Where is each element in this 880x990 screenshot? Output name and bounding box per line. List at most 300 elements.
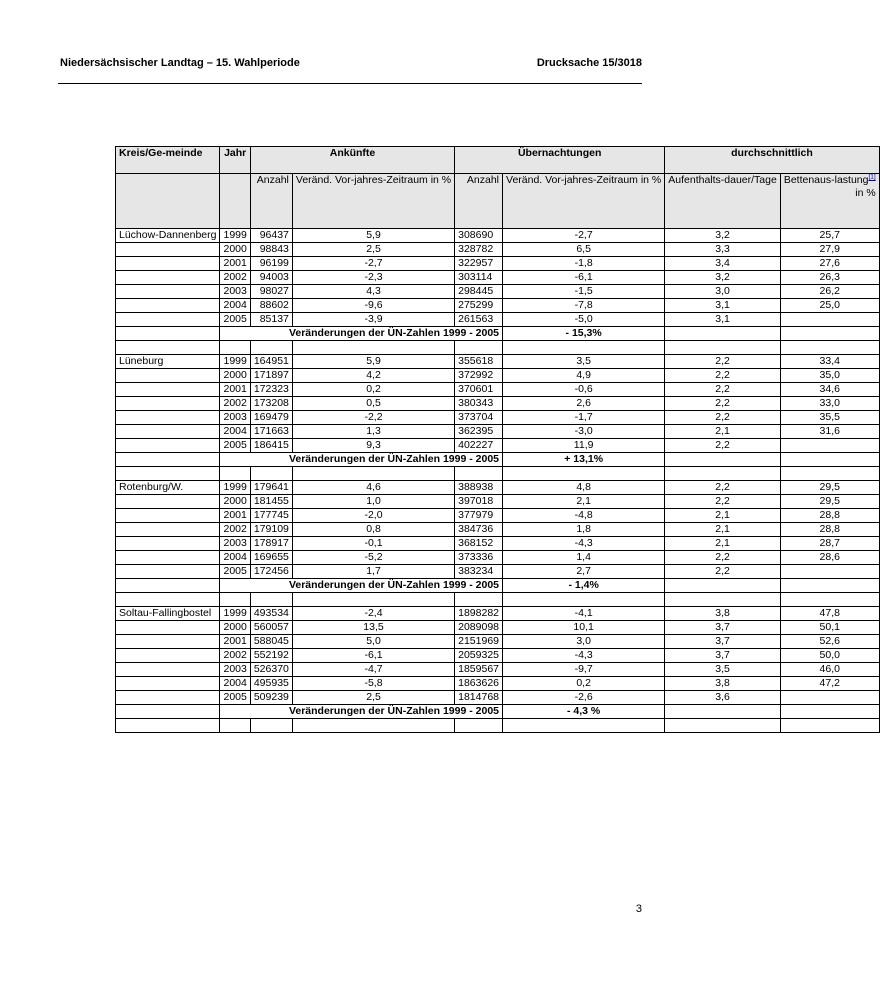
cell-year: 2002	[220, 649, 250, 663]
empty-cell	[780, 593, 879, 607]
cell-uebernachtungen-veraenderung: -7,8	[503, 299, 665, 313]
cell-ankuenfte-anzahl: 186415	[250, 439, 292, 453]
table-row	[116, 397, 880, 411]
cell-bettenauslastung	[780, 691, 879, 705]
cell-region-empty	[116, 411, 220, 425]
table-row	[116, 523, 880, 537]
empty-cell	[503, 341, 665, 355]
empty-cell	[665, 467, 781, 481]
empty-cell	[780, 705, 879, 719]
empty-cell	[665, 705, 781, 719]
cell-bettenauslastung: 47,2	[780, 677, 879, 691]
empty-cell	[250, 719, 292, 733]
subheader-veraend-uebernachtungen: Veränd. Vor-jahres-Zeitraum in %	[503, 174, 665, 229]
table-row	[116, 355, 880, 369]
cell-uebernachtungen-veraenderung: 2,1	[503, 495, 665, 509]
cell-uebernachtungen-veraenderung: 4,8	[503, 481, 665, 495]
cell-aufenthaltsdauer: 3,0	[665, 285, 781, 299]
table-row	[116, 649, 880, 663]
cell-aufenthaltsdauer: 3,7	[665, 649, 781, 663]
cell-uebernachtungen-veraenderung: -0,6	[503, 383, 665, 397]
cell-uebernachtungen-anzahl: 298445	[455, 285, 503, 299]
cell-ankuenfte-veraenderung: 9,3	[292, 439, 454, 453]
cell-region-empty	[116, 439, 220, 453]
empty-cell	[780, 341, 879, 355]
cell-aufenthaltsdauer: 2,2	[665, 551, 781, 565]
empty-cell	[503, 719, 665, 733]
cell-ankuenfte-veraenderung: 4,3	[292, 285, 454, 299]
cell-ankuenfte-veraenderung: 1,0	[292, 495, 454, 509]
cell-bettenauslastung: 34,6	[780, 383, 879, 397]
cell-ankuenfte-veraenderung: -2,4	[292, 607, 454, 621]
header-uebernachtungen: Übernachtungen	[455, 147, 665, 174]
cell-bettenauslastung	[780, 439, 879, 453]
cell-aufenthaltsdauer: 3,2	[665, 229, 781, 243]
cell-year: 1999	[220, 607, 250, 621]
cell-ankuenfte-anzahl: 178917	[250, 537, 292, 551]
cell-ankuenfte-anzahl: 94003	[250, 271, 292, 285]
cell-uebernachtungen-veraenderung: -1,8	[503, 257, 665, 271]
header-kreis: Kreis/Ge-meinde	[116, 147, 220, 174]
cell-ankuenfte-veraenderung: -9,6	[292, 299, 454, 313]
cell-bettenauslastung: 33,4	[780, 355, 879, 369]
cell-ankuenfte-anzahl: 85137	[250, 313, 292, 327]
cell-uebernachtungen-veraenderung: 2,7	[503, 565, 665, 579]
cell-region-empty	[116, 523, 220, 537]
cell-bettenauslastung: 35,5	[780, 411, 879, 425]
cell-region-empty	[116, 635, 220, 649]
cell-ankuenfte-anzahl: 169479	[250, 411, 292, 425]
cell-region-empty	[116, 649, 220, 663]
cell-uebernachtungen-veraenderung: -4,3	[503, 649, 665, 663]
table-subheader-row	[116, 174, 880, 229]
empty-cell	[665, 453, 781, 467]
cell-ankuenfte-veraenderung: -2,2	[292, 411, 454, 425]
cell-ankuenfte-veraenderung: 5,9	[292, 229, 454, 243]
cell-region-empty	[116, 425, 220, 439]
cell-region-empty	[116, 383, 220, 397]
table-row	[116, 425, 880, 439]
table-row	[116, 509, 880, 523]
cell-bettenauslastung: 35,0	[780, 369, 879, 383]
empty-cell	[665, 579, 781, 593]
cell-year: 2002	[220, 523, 250, 537]
cell-ankuenfte-veraenderung: 0,8	[292, 523, 454, 537]
cell-uebernachtungen-veraenderung: -2,6	[503, 691, 665, 705]
cell-region-empty	[116, 313, 220, 327]
cell-aufenthaltsdauer: 2,2	[665, 369, 781, 383]
cell-region-empty	[116, 243, 220, 257]
cell-aufenthaltsdauer: 3,2	[665, 271, 781, 285]
cell-region-empty	[116, 495, 220, 509]
cell-bettenauslastung: 46,0	[780, 663, 879, 677]
cell-region-empty	[116, 537, 220, 551]
cell-uebernachtungen-anzahl: 2089098	[455, 621, 503, 635]
cell-ankuenfte-anzahl: 173208	[250, 397, 292, 411]
table-row	[116, 229, 880, 243]
cell-year: 2004	[220, 425, 250, 439]
cell-uebernachtungen-veraenderung: -9,7	[503, 663, 665, 677]
table-row	[116, 257, 880, 271]
cell-bettenauslastung: 50,0	[780, 649, 879, 663]
spacer-row	[116, 467, 880, 481]
empty-cell	[780, 719, 879, 733]
document-header-title: Niedersächsischer Landtag – 15. Wahlperiode	[60, 57, 300, 69]
empty-cell	[455, 719, 503, 733]
empty-cell	[250, 467, 292, 481]
empty-cell	[116, 453, 220, 467]
cell-region-empty	[116, 551, 220, 565]
cell-uebernachtungen-anzahl: 1863626	[455, 677, 503, 691]
cell-region-empty	[116, 257, 220, 271]
footnote-ref-link[interactable]: [1]	[868, 173, 876, 181]
header-ankuenfte: Ankünfte	[250, 147, 454, 174]
cell-aufenthaltsdauer: 3,5	[665, 663, 781, 677]
table-row	[116, 369, 880, 383]
cell-year: 2005	[220, 439, 250, 453]
empty-cell	[116, 327, 220, 341]
subheader-aufenthaltsdauer: Aufenthalts-dauer/Tage	[665, 174, 781, 229]
cell-uebernachtungen-veraenderung: -4,1	[503, 607, 665, 621]
empty-cell	[116, 579, 220, 593]
cell-year: 1999	[220, 355, 250, 369]
cell-ankuenfte-anzahl: 172456	[250, 565, 292, 579]
cell-aufenthaltsdauer: 3,3	[665, 243, 781, 257]
cell-bettenauslastung: 27,6	[780, 257, 879, 271]
cell-year: 2005	[220, 691, 250, 705]
document-number: Drucksache 15/3018	[536, 57, 642, 69]
table-row	[116, 691, 880, 705]
cell-uebernachtungen-veraenderung: 3,0	[503, 635, 665, 649]
empty-cell	[665, 719, 781, 733]
cell-ankuenfte-anzahl: 164951	[250, 355, 292, 369]
header-divider	[58, 83, 642, 84]
cell-uebernachtungen-anzahl: 384736	[455, 523, 503, 537]
cell-ankuenfte-veraenderung: -0,1	[292, 537, 454, 551]
cell-aufenthaltsdauer: 2,2	[665, 565, 781, 579]
tourism-statistics-table	[115, 146, 880, 733]
cell-uebernachtungen-veraenderung: -2,7	[503, 229, 665, 243]
cell-aufenthaltsdauer: 3,7	[665, 621, 781, 635]
cell-region-name: Soltau-Fallingbostel	[116, 607, 220, 621]
table-row	[116, 383, 880, 397]
cell-ankuenfte-anzahl: 96199	[250, 257, 292, 271]
cell-uebernachtungen-anzahl: 322957	[455, 257, 503, 271]
cell-ankuenfte-veraenderung: -2,3	[292, 271, 454, 285]
cell-uebernachtungen-anzahl: 397018	[455, 495, 503, 509]
cell-bettenauslastung: 26,2	[780, 285, 879, 299]
cell-ankuenfte-veraenderung: 1,3	[292, 425, 454, 439]
table-row	[116, 299, 880, 313]
cell-ankuenfte-anzahl: 171897	[250, 369, 292, 383]
cell-year: 2001	[220, 509, 250, 523]
cell-aufenthaltsdauer: 3,8	[665, 677, 781, 691]
cell-aufenthaltsdauer: 2,2	[665, 495, 781, 509]
cell-year: 2005	[220, 313, 250, 327]
empty-cell	[116, 593, 220, 607]
cell-uebernachtungen-anzahl: 373704	[455, 411, 503, 425]
cell-year: 2001	[220, 383, 250, 397]
cell-bettenauslastung: 50,1	[780, 621, 879, 635]
cell-year: 2001	[220, 257, 250, 271]
empty-cell	[116, 341, 220, 355]
cell-uebernachtungen-veraenderung: -4,3	[503, 537, 665, 551]
table-row	[116, 271, 880, 285]
empty-cell	[665, 327, 781, 341]
cell-uebernachtungen-veraenderung: 0,2	[503, 677, 665, 691]
cell-ankuenfte-anzahl: 172323	[250, 383, 292, 397]
cell-bettenauslastung: 25,0	[780, 299, 879, 313]
subheader-anzahl-ankuenfte: Anzahl	[250, 174, 292, 229]
cell-ankuenfte-anzahl: 96437	[250, 229, 292, 243]
cell-ankuenfte-anzahl: 179641	[250, 481, 292, 495]
cell-ankuenfte-anzahl: 509239	[250, 691, 292, 705]
cell-bettenauslastung: 27,9	[780, 243, 879, 257]
cell-uebernachtungen-veraenderung: 1,8	[503, 523, 665, 537]
cell-ankuenfte-anzahl: 98027	[250, 285, 292, 299]
cell-bettenauslastung: 29,5	[780, 495, 879, 509]
cell-ankuenfte-anzahl: 169655	[250, 551, 292, 565]
cell-uebernachtungen-anzahl: 1898282	[455, 607, 503, 621]
empty-cell	[116, 719, 220, 733]
cell-aufenthaltsdauer: 2,1	[665, 537, 781, 551]
empty-cell	[116, 467, 220, 481]
cell-bettenauslastung	[780, 313, 879, 327]
empty-cell	[116, 705, 220, 719]
empty-cell	[220, 719, 250, 733]
cell-uebernachtungen-anzahl: 275299	[455, 299, 503, 313]
cell-ankuenfte-anzahl: 560057	[250, 621, 292, 635]
cell-region-empty	[116, 397, 220, 411]
cell-aufenthaltsdauer: 3,1	[665, 313, 781, 327]
subheader-bettenauslastung	[780, 174, 879, 229]
cell-ankuenfte-veraenderung: -2,0	[292, 509, 454, 523]
cell-ankuenfte-anzahl: 495935	[250, 677, 292, 691]
cell-uebernachtungen-veraenderung: -4,8	[503, 509, 665, 523]
cell-year: 2002	[220, 397, 250, 411]
cell-bettenauslastung: 31,6	[780, 425, 879, 439]
summary-label: Veränderungen der ÜN-Zahlen 1999 - 2005	[220, 705, 503, 719]
cell-uebernachtungen-veraenderung: 3,5	[503, 355, 665, 369]
subheader-veraend-ankuenfte: Veränd. Vor-jahres-Zeitraum in %	[292, 174, 454, 229]
cell-uebernachtungen-veraenderung: -3,0	[503, 425, 665, 439]
cell-uebernachtungen-anzahl: 261563	[455, 313, 503, 327]
cell-bettenauslastung: 33,0	[780, 397, 879, 411]
cell-year: 2003	[220, 285, 250, 299]
cell-ankuenfte-anzahl: 171663	[250, 425, 292, 439]
empty-cell	[503, 593, 665, 607]
cell-region-name: Rotenburg/W.	[116, 481, 220, 495]
empty-cell	[292, 593, 454, 607]
cell-region-empty	[116, 691, 220, 705]
header-durchschnittlich: durchschnittlich	[665, 147, 879, 174]
cell-bettenauslastung: 28,8	[780, 523, 879, 537]
empty-cell	[665, 341, 781, 355]
cell-uebernachtungen-anzahl: 388938	[455, 481, 503, 495]
cell-bettenauslastung: 28,7	[780, 537, 879, 551]
table-row	[116, 635, 880, 649]
cell-aufenthaltsdauer: 2,2	[665, 355, 781, 369]
empty-cell	[220, 341, 250, 355]
cell-ankuenfte-veraenderung: 5,9	[292, 355, 454, 369]
cell-uebernachtungen-veraenderung: 6,5	[503, 243, 665, 257]
empty-cell	[780, 467, 879, 481]
cell-region-name: Lüneburg	[116, 355, 220, 369]
cell-uebernachtungen-veraenderung: -1,7	[503, 411, 665, 425]
table-header-row	[116, 147, 880, 174]
cell-uebernachtungen-anzahl: 1859567	[455, 663, 503, 677]
cell-uebernachtungen-veraenderung: -6,1	[503, 271, 665, 285]
table-row	[116, 565, 880, 579]
cell-uebernachtungen-anzahl: 1814768	[455, 691, 503, 705]
cell-uebernachtungen-veraenderung: 10,1	[503, 621, 665, 635]
cell-year: 2004	[220, 551, 250, 565]
cell-ankuenfte-anzahl: 588045	[250, 635, 292, 649]
spacer-row	[116, 341, 880, 355]
cell-region-empty	[116, 299, 220, 313]
cell-year: 2003	[220, 663, 250, 677]
empty-cell	[292, 341, 454, 355]
table-row	[116, 313, 880, 327]
cell-year: 1999	[220, 229, 250, 243]
cell-aufenthaltsdauer: 2,1	[665, 425, 781, 439]
cell-year: 2001	[220, 635, 250, 649]
cell-uebernachtungen-anzahl: 355618	[455, 355, 503, 369]
cell-ankuenfte-veraenderung: 5,0	[292, 635, 454, 649]
cell-uebernachtungen-anzahl: 373336	[455, 551, 503, 565]
cell-uebernachtungen-anzahl: 377979	[455, 509, 503, 523]
empty-cell	[250, 341, 292, 355]
summary-row	[116, 579, 880, 593]
table-row	[116, 481, 880, 495]
table-row	[116, 243, 880, 257]
cell-bettenauslastung: 28,6	[780, 551, 879, 565]
empty-cell	[665, 593, 781, 607]
cell-uebernachtungen-anzahl: 370601	[455, 383, 503, 397]
cell-ankuenfte-anzahl: 88602	[250, 299, 292, 313]
empty-cell	[780, 327, 879, 341]
cell-aufenthaltsdauer: 2,2	[665, 383, 781, 397]
cell-uebernachtungen-anzahl: 380343	[455, 397, 503, 411]
summary-row	[116, 327, 880, 341]
empty-cell	[503, 467, 665, 481]
table-row	[116, 621, 880, 635]
cell-bettenauslastung: 29,5	[780, 481, 879, 495]
cell-uebernachtungen-anzahl: 303114	[455, 271, 503, 285]
cell-region-empty	[116, 285, 220, 299]
table-row	[116, 537, 880, 551]
cell-ankuenfte-anzahl: 98843	[250, 243, 292, 257]
cell-ankuenfte-anzahl: 179109	[250, 523, 292, 537]
table-row	[116, 495, 880, 509]
cell-ankuenfte-veraenderung: 13,5	[292, 621, 454, 635]
cell-uebernachtungen-anzahl: 308690	[455, 229, 503, 243]
cell-uebernachtungen-veraenderung: 1,4	[503, 551, 665, 565]
cell-uebernachtungen-veraenderung: 2,6	[503, 397, 665, 411]
cell-uebernachtungen-anzahl: 328782	[455, 243, 503, 257]
cell-uebernachtungen-anzahl: 383234	[455, 565, 503, 579]
cell-ankuenfte-veraenderung: 4,2	[292, 369, 454, 383]
cell-ankuenfte-veraenderung: 2,5	[292, 243, 454, 257]
cell-year: 2003	[220, 537, 250, 551]
cell-region-empty	[116, 663, 220, 677]
summary-value: - 4,3 %	[503, 705, 665, 719]
bettenauslastung-unit: in %	[855, 187, 876, 199]
table-row	[116, 607, 880, 621]
cell-aufenthaltsdauer: 3,6	[665, 691, 781, 705]
cell-uebernachtungen-anzahl: 402227	[455, 439, 503, 453]
cell-ankuenfte-anzahl: 181455	[250, 495, 292, 509]
summary-value: + 13,1%	[503, 453, 665, 467]
cell-region-empty	[116, 565, 220, 579]
subheader-empty	[116, 174, 220, 229]
cell-ankuenfte-anzahl: 177745	[250, 509, 292, 523]
cell-year: 2000	[220, 369, 250, 383]
cell-aufenthaltsdauer: 2,2	[665, 439, 781, 453]
cell-ankuenfte-veraenderung: -5,2	[292, 551, 454, 565]
cell-region-empty	[116, 509, 220, 523]
bettenauslastung-label: Bettenaus-lastung	[783, 174, 869, 186]
cell-ankuenfte-anzahl: 493534	[250, 607, 292, 621]
cell-bettenauslastung: 47,8	[780, 607, 879, 621]
table-row	[116, 285, 880, 299]
empty-cell	[250, 593, 292, 607]
empty-cell	[780, 579, 879, 593]
cell-ankuenfte-veraenderung: 2,5	[292, 691, 454, 705]
subheader-empty	[220, 174, 250, 229]
spacer-row	[116, 719, 880, 733]
cell-ankuenfte-veraenderung: -5,8	[292, 677, 454, 691]
cell-year: 2004	[220, 677, 250, 691]
summary-row	[116, 453, 880, 467]
cell-aufenthaltsdauer: 2,2	[665, 481, 781, 495]
cell-ankuenfte-veraenderung: 1,7	[292, 565, 454, 579]
cell-ankuenfte-anzahl: 526370	[250, 663, 292, 677]
empty-cell	[220, 593, 250, 607]
empty-cell	[292, 467, 454, 481]
cell-aufenthaltsdauer: 3,7	[665, 635, 781, 649]
cell-uebernachtungen-veraenderung: 4,9	[503, 369, 665, 383]
table-row	[116, 677, 880, 691]
cell-year: 2002	[220, 271, 250, 285]
cell-year: 2000	[220, 495, 250, 509]
cell-year: 2004	[220, 299, 250, 313]
cell-year: 2000	[220, 621, 250, 635]
cell-region-empty	[116, 369, 220, 383]
empty-cell	[292, 719, 454, 733]
header-jahr: Jahr	[220, 147, 250, 174]
table-row	[116, 551, 880, 565]
cell-aufenthaltsdauer: 3,8	[665, 607, 781, 621]
cell-bettenauslastung	[780, 565, 879, 579]
cell-region-name: Lüchow-Dannenberg	[116, 229, 220, 243]
cell-aufenthaltsdauer: 2,1	[665, 523, 781, 537]
spacer-row	[116, 593, 880, 607]
cell-aufenthaltsdauer: 3,4	[665, 257, 781, 271]
cell-uebernachtungen-anzahl: 2151969	[455, 635, 503, 649]
cell-ankuenfte-veraenderung: 0,2	[292, 383, 454, 397]
cell-region-empty	[116, 621, 220, 635]
cell-aufenthaltsdauer: 2,1	[665, 509, 781, 523]
cell-year: 2000	[220, 243, 250, 257]
page-number: 3	[635, 903, 642, 915]
cell-region-empty	[116, 677, 220, 691]
cell-uebernachtungen-veraenderung: -1,5	[503, 285, 665, 299]
empty-cell	[220, 467, 250, 481]
summary-value: - 15,3%	[503, 327, 665, 341]
cell-aufenthaltsdauer: 2,2	[665, 397, 781, 411]
summary-label: Veränderungen der ÜN-Zahlen 1999 - 2005	[220, 327, 503, 341]
